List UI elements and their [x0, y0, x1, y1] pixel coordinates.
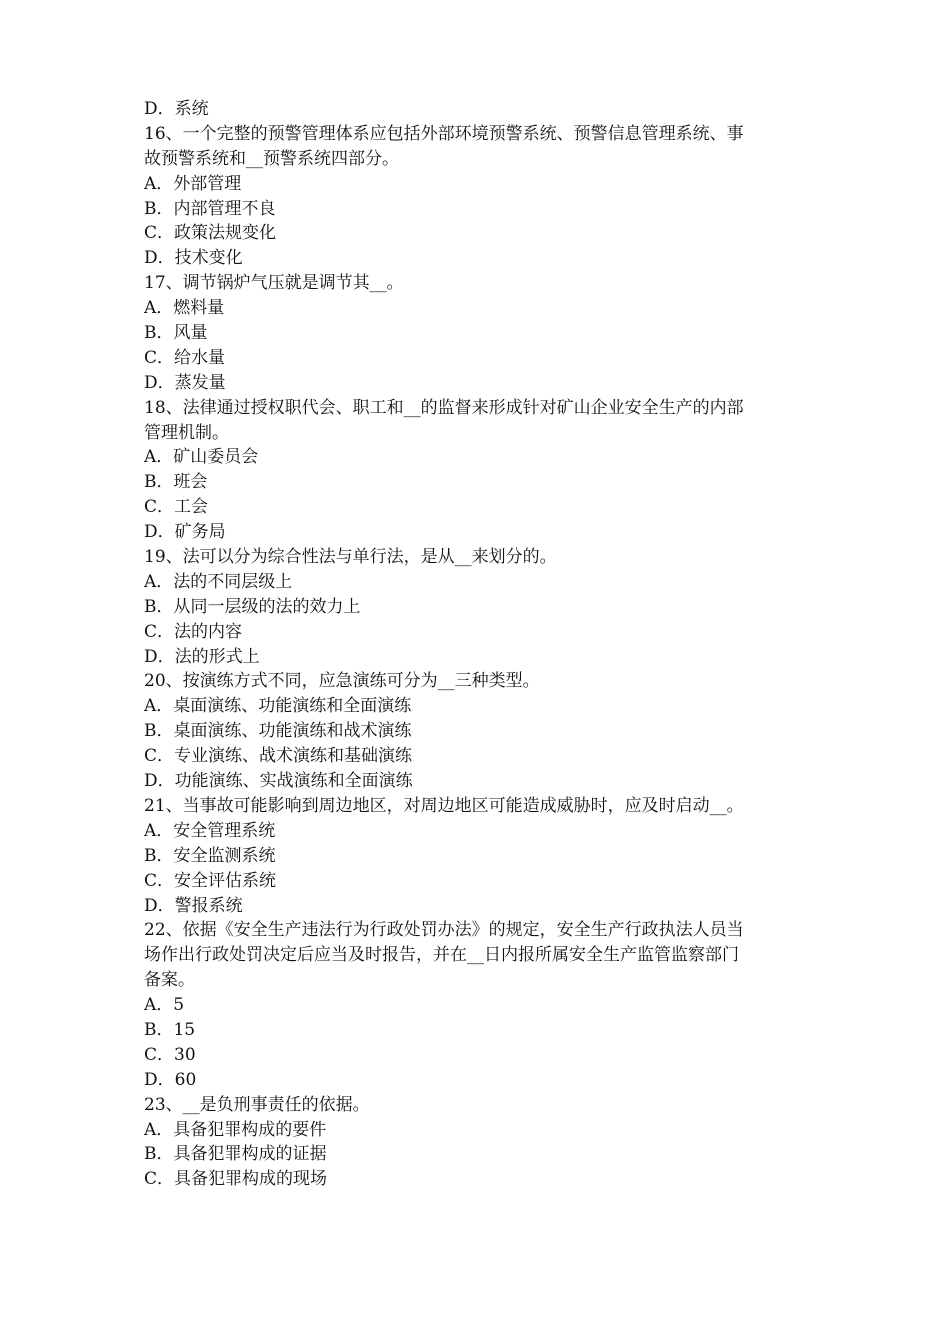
option-line: C．给水量	[144, 347, 226, 368]
option-line: A．法的不同层级上	[144, 571, 293, 592]
question-line: 21、当事故可能影响到周边地区，对周边地区可能造成威胁时，应及时启动__。	[144, 795, 744, 816]
option-line: D．蒸发量	[144, 372, 226, 393]
option-line: D．60	[144, 1069, 197, 1090]
option-line: B．安全监测系统	[144, 845, 276, 866]
option-line: A．具备犯罪构成的要件	[144, 1119, 327, 1140]
option-line: D．法的形式上	[144, 646, 260, 667]
option-line: C．工会	[144, 497, 209, 518]
question-line: 16、一个完整的预警管理体系应包括外部环境预警系统、预警信息管理系统、事	[144, 123, 744, 144]
question-line: 19、法可以分为综合性法与单行法，是从__来划分的。	[144, 547, 557, 568]
option-line: B．从同一层级的法的效力上	[144, 596, 361, 617]
option-line: D．功能演练、实战演练和全面演练	[144, 771, 413, 792]
option-line: C．30	[144, 1044, 196, 1065]
option-line: B．具备犯罪构成的证据	[144, 1144, 327, 1165]
option-line: D．矿务局	[144, 522, 226, 543]
question-line: 17、调节锅炉气压就是调节其__。	[144, 273, 404, 294]
question-line: 23、__是负刑事责任的依据。	[144, 1094, 370, 1115]
option-line: A．桌面演练、功能演练和全面演练	[144, 696, 412, 717]
question-line: 场作出行政处罚决定后应当及时报告，并在__日内报所属安全生产监管监察部门	[144, 945, 739, 966]
option-line: A．外部管理	[144, 173, 242, 194]
question-line: 备案。	[144, 970, 195, 991]
question-line: 22、依据《安全生产违法行为行政处罚办法》的规定，安全生产行政执法人员当	[144, 920, 744, 941]
option-line: B．内部管理不良	[144, 198, 276, 219]
option-line: D．技术变化	[144, 248, 243, 269]
option-line: C．法的内容	[144, 621, 243, 642]
question-line: 管理机制。	[144, 422, 229, 443]
option-line: C．专业演练、战术演练和基础演练	[144, 746, 413, 767]
option-line: C．具备犯罪构成的现场	[144, 1169, 328, 1190]
question-line: 故预警系统和__预警系统四部分。	[144, 148, 399, 169]
option-line: B．风量	[144, 323, 208, 344]
question-line: 18、法律通过授权职代会、职工和__的监督来形成针对矿山企业安全生产的内部	[144, 397, 744, 418]
option-line: D．警报系统	[144, 895, 243, 916]
option-line: A．燃料量	[144, 298, 225, 319]
text-line: D．系统	[144, 99, 209, 119]
question-line: 20、按演练方式不同，应急演练可分为__三种类型。	[144, 671, 540, 692]
document-page	[144, 97, 820, 1192]
option-line: B．桌面演练、功能演练和战术演练	[144, 721, 412, 742]
option-line: A．矿山委员会	[144, 447, 259, 468]
option-line: C．政策法规变化	[144, 223, 277, 244]
option-line: B．15	[144, 1019, 196, 1040]
option-line: C．安全评估系统	[144, 870, 277, 891]
option-line: A．安全管理系统	[144, 820, 276, 841]
option-line: A．5	[144, 995, 185, 1016]
option-line: B．班会	[144, 472, 208, 493]
